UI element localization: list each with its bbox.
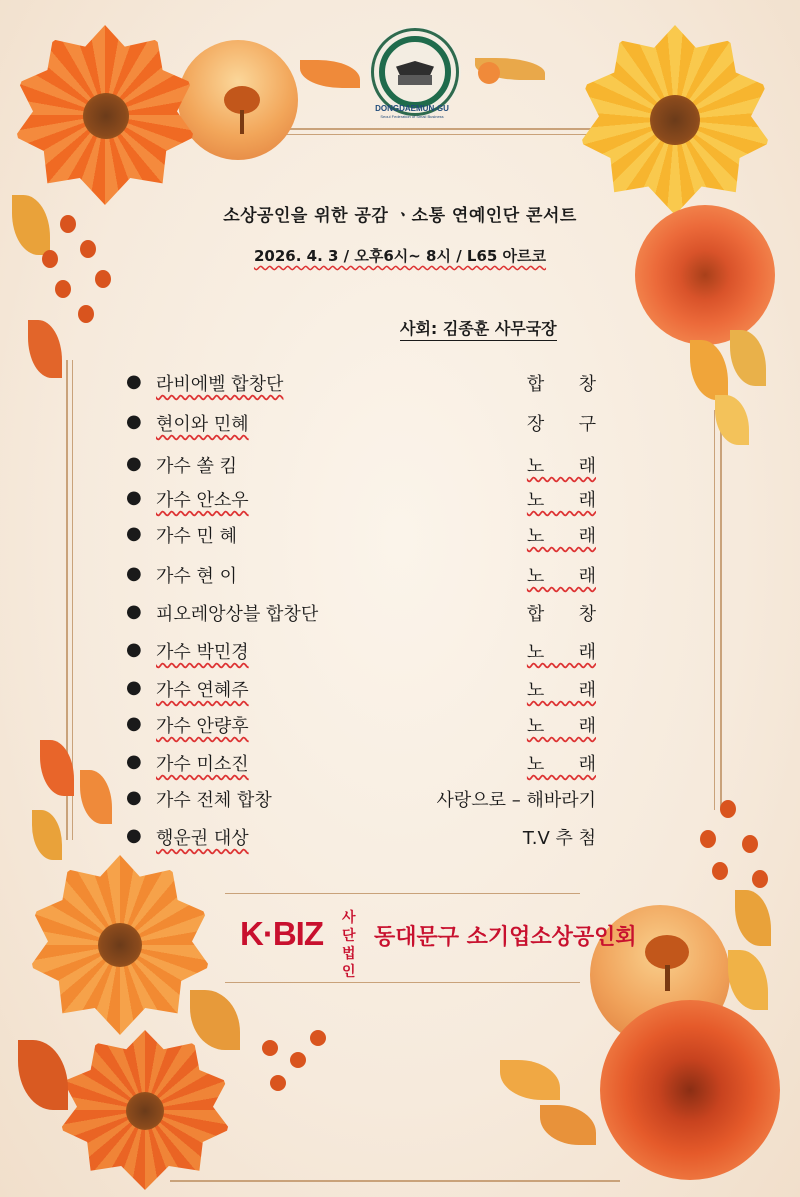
event-subtitle: 2026. 4. 3 / 오후6시~ 8시 / L65 아르코 xyxy=(253,247,547,265)
berry-icon xyxy=(78,305,94,323)
program-item xyxy=(126,410,596,436)
berry-icon xyxy=(270,1075,286,1091)
performance-type: 노 래 xyxy=(526,490,596,511)
berry-icon xyxy=(95,270,111,288)
corp-label: 사단법인 xyxy=(342,910,356,980)
performer-name: 피오레앙상블 합창단 xyxy=(156,604,319,625)
program-item xyxy=(126,750,596,776)
berry-icon xyxy=(310,1030,326,1046)
leaf-icon xyxy=(500,1060,560,1100)
leaf-icon xyxy=(32,810,62,860)
leaf-icon xyxy=(300,60,360,88)
performance-type: 합 창 xyxy=(526,374,596,395)
footer-divider-top xyxy=(225,893,580,894)
mc-credit: 사회: 김종훈 사무국장 xyxy=(400,316,557,341)
program-item xyxy=(126,522,596,548)
performance-type: 노 래 xyxy=(526,526,596,547)
bullet-icon: ● xyxy=(126,677,142,698)
berry-icon xyxy=(700,830,716,848)
performance-type: 노 래 xyxy=(526,456,596,477)
berry-icon xyxy=(290,1052,306,1068)
logo-sub-text: Seoul Federation of Small Business xyxy=(380,114,444,119)
frame-right-line-inner xyxy=(714,410,715,810)
logo-english-text: DONGDAEMUN-GU xyxy=(375,104,449,113)
performer-name: 라비에벨 합창단 xyxy=(156,374,284,395)
orange-flower-icon xyxy=(30,855,210,1035)
performer-name: 현이와 민혜 xyxy=(156,414,249,435)
program-item xyxy=(126,676,596,702)
berry-icon xyxy=(742,835,758,853)
bullet-icon: ● xyxy=(126,639,142,660)
tree-trunk xyxy=(240,110,244,134)
performer-name: 가수 연혜주 xyxy=(156,680,249,701)
leaf-icon xyxy=(730,330,766,386)
performance-type: 합 창 xyxy=(526,604,596,625)
leaf-icon xyxy=(28,320,62,378)
bullet-icon: ● xyxy=(126,411,142,432)
performance-type: 노 래 xyxy=(526,680,596,701)
leaf-icon xyxy=(18,1040,68,1110)
performer-name: 가수 현 이 xyxy=(156,566,237,587)
program-item xyxy=(126,712,596,738)
bullet-icon: ● xyxy=(126,787,142,808)
performer-name: 행운권 대상 xyxy=(156,828,249,849)
program-item xyxy=(126,452,596,478)
program-item xyxy=(126,486,596,512)
performance-type: 노 래 xyxy=(526,754,596,775)
program-item xyxy=(126,824,596,850)
berry-icon xyxy=(720,800,736,818)
performance-type: 노 래 xyxy=(526,642,596,663)
dahlia-flower-icon xyxy=(635,205,775,345)
berry-icon xyxy=(262,1040,278,1056)
association-name: 동대문구 소기업소상공인회 xyxy=(374,925,637,950)
event-title: 소상공인을 위한 공감 ㆍ소통 연예인단 콘서트 xyxy=(223,206,577,226)
performer-name: 가수 미소진 xyxy=(156,754,249,775)
berry-icon xyxy=(478,62,500,84)
frame-bottom-line xyxy=(170,1180,620,1182)
orange-flower-icon xyxy=(15,25,195,205)
program-item xyxy=(126,600,596,626)
frame-right-line xyxy=(720,410,722,810)
dahlia-flower-icon xyxy=(600,1000,780,1180)
program-item xyxy=(126,786,596,812)
performer-name: 가수 전체 합창 xyxy=(156,790,272,811)
performance-type: T.V 추 첨 xyxy=(522,828,596,849)
bullet-icon: ● xyxy=(126,371,142,392)
bullet-icon: ● xyxy=(126,453,142,474)
performer-name: 가수 안소우 xyxy=(156,490,249,511)
performer-name: 가수 쏠 킴 xyxy=(156,456,237,477)
bullet-icon: ● xyxy=(126,487,142,508)
leaf-icon xyxy=(40,740,74,796)
dongdaemun-gu-logo xyxy=(371,28,459,116)
tree-icon xyxy=(645,935,689,969)
performer-name: 가수 박민경 xyxy=(156,642,249,663)
berry-icon xyxy=(752,870,768,888)
bullet-icon: ● xyxy=(126,523,142,544)
leaf-icon xyxy=(540,1105,596,1145)
orange-flower-icon xyxy=(60,1030,230,1190)
performance-type: 노 래 xyxy=(526,566,596,587)
program-item xyxy=(126,562,596,588)
footer-divider-bottom xyxy=(225,982,580,983)
berry-icon xyxy=(55,280,71,298)
leaf-icon xyxy=(735,890,771,946)
performance-type: 장 구 xyxy=(526,414,596,435)
leaf-icon xyxy=(690,340,728,400)
leaf-icon xyxy=(728,950,768,1010)
program-item xyxy=(126,638,596,664)
leaf-icon xyxy=(80,770,112,824)
performer-name: 가수 민 혜 xyxy=(156,526,237,547)
bullet-icon: ● xyxy=(126,825,142,846)
bullet-icon: ● xyxy=(126,713,142,734)
bullet-icon: ● xyxy=(126,601,142,622)
tree-trunk xyxy=(665,965,670,991)
pavilion-base xyxy=(398,75,432,85)
performer-name: 가수 안량후 xyxy=(156,716,249,737)
performance-type: 사랑으로 – 해바라기 xyxy=(436,790,596,811)
berry-icon xyxy=(712,862,728,880)
bullet-icon: ● xyxy=(126,563,142,584)
yellow-flower-icon xyxy=(580,25,770,215)
kbiz-logo: K·BIZ xyxy=(240,915,323,952)
program-item xyxy=(126,370,596,396)
leaf-icon xyxy=(190,990,240,1050)
bullet-icon: ● xyxy=(126,751,142,772)
performance-type: 노 래 xyxy=(526,716,596,737)
